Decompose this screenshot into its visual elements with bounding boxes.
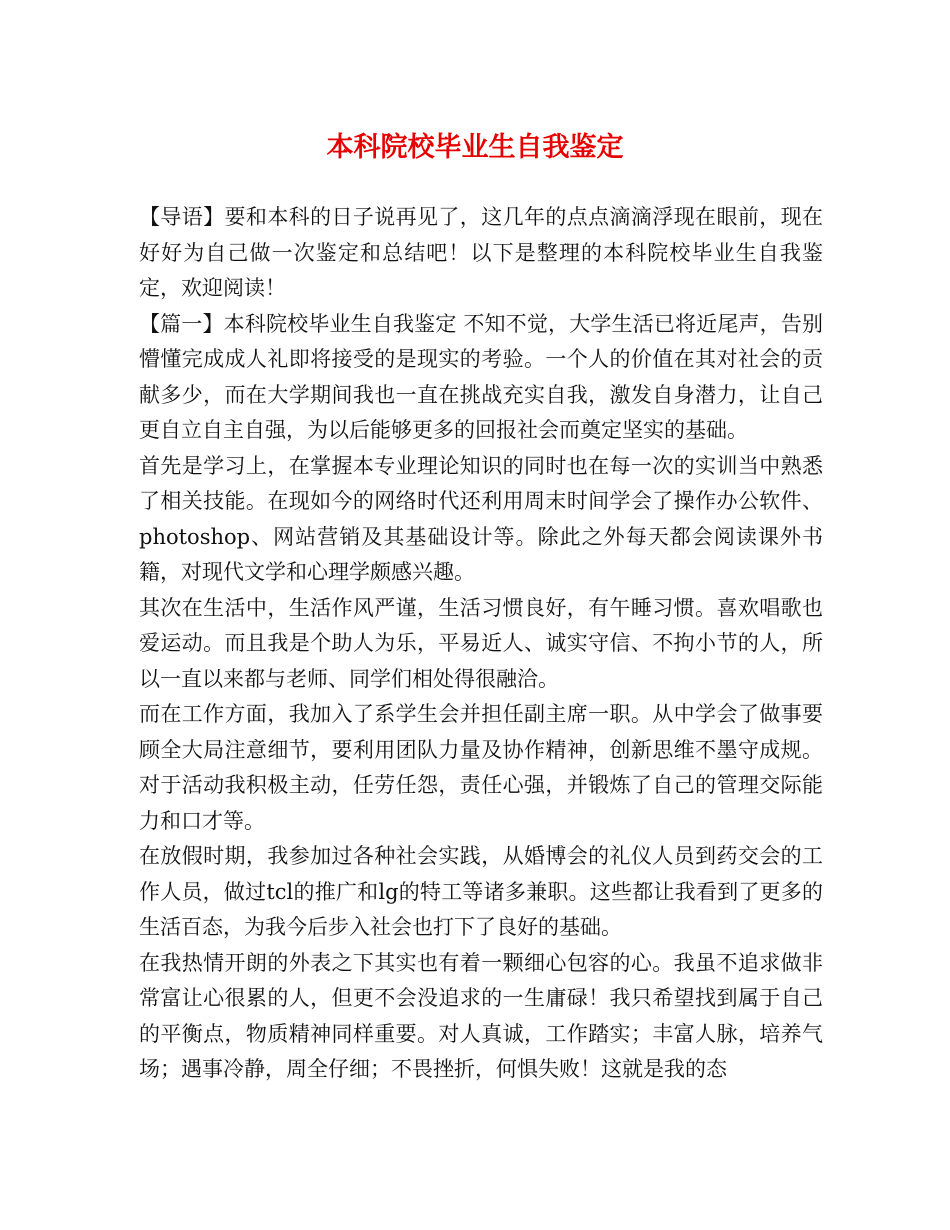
paragraph-study: 首先是学习上，在掌握本专业理论知识的同时也在每一次的实训当中熟悉了相关技能。在现如今的网络时代还利用周末时间学会了操作办公软件、photoshop、网站营销及其基础设计等。除此之外每天都会阅读课外书籍，对现代文学和心理学颇感兴趣。 xyxy=(139,453,823,584)
paragraph-character: 在我热情开朗的外表之下其实也有着一颗细心包容的心。我虽不追求做非常富让心很累的人，但更不会没追求的一生庸碌！我只希望找到属于自己的平衡点，物质精神同样重要。对人真诚，工作踏实；丰富人脉，培养气场；遇事冷静，周全仔细；不畏挫折，何惧失败！这就是我的态 xyxy=(139,950,823,1081)
document-body xyxy=(139,200,823,1088)
paragraph-practice: 在放假时期，我参加过各种社会实践，从婚博会的礼仪人员到药交会的工作人员，做过tcl的推广和lg的特工等诸多兼职。这些都让我看到了更多的生活百态，为我今后步入社会也打下了良好的基础。 xyxy=(139,844,823,939)
document-title: 本科院校毕业生自我鉴定 xyxy=(326,132,624,163)
paragraph-intro: 【导语】要和本科的日子说再见了，这几年的点点滴滴浮现在眼前，现在好好为自己做一次鉴定和总结吧！以下是整理的本科院校毕业生自我鉴定，欢迎阅读！ xyxy=(139,205,823,300)
paragraph-life: 其次在生活中，生活作风严谨，生活习惯良好，有午睡习惯。喜欢唱歌也爱运动。而且我是个助人为乐，平易近人、诚实守信、不拘小节的人，所以一直以来都与老师、同学们相处得很融洽。 xyxy=(139,595,823,691)
paragraph-work: 而在工作方面，我加入了系学生会并担任副主席一职。从中学会了做事要顾全大局注意细节，要利用团队力量及协作精神，创新思维不墨守成规。对于活动我积极主动，任劳任怨，责任心强，并锻炼了自己的管理交际能力和口才等。 xyxy=(139,702,823,833)
paragraph-part-one: 【篇一】本科院校毕业生自我鉴定 不知不觉，大学生活已将近尾声，告别懵懂完成成人礼即将接受的是现实的考验。一个人的价值在其对社会的贡献多少，而在大学期间我也一直在挑战充实自我，激发自身潜力，让自己更自立自主自强，为以后能够更多的回报社会而奠定坚实的基础。 xyxy=(139,311,823,442)
